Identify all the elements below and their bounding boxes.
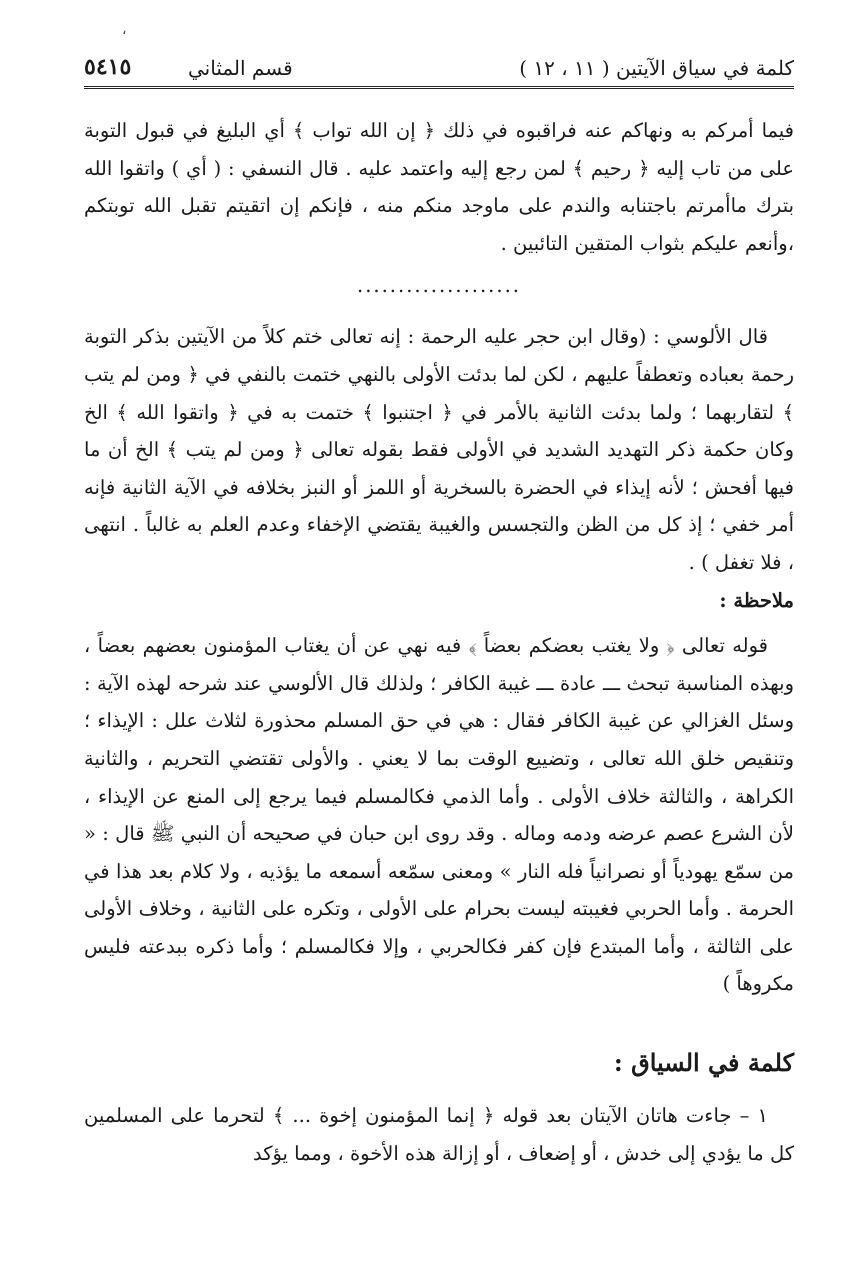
context-heading: كلمة في السياق :	[613, 1048, 794, 1078]
section-separator: ....................	[357, 274, 521, 298]
paragraph-note: قوله تعالى ﴿ ولا يغتب بعضكم بعضاً ﴾ فيه نهي عن أن يغتاب المؤمنون بعضهم بعضاً ، وبهذه المناسبة تبحث ـــ عادة ـــ غيبة الكافر ؛ ولذلك قال الألوسي عند شرحه لهذه الآية : وسئل الغزالي عن غيبة الكافر فقال : هي في حق المسلم محذورة لثلاث علل : الإيذاء ؛ وتنقيص خلق الله تعالى ، وتضييع الوقت بما لا يعني . والأولى تقتضي التحريم ، والثانية الكراهة ، والثالثة خلاف الأولى . وأما الذمي فكالمسلم فيما يرجع إلى المنع عن الإيذاء ، لأن الشرع عصم عرضه ودمه وماله . وقد روى ابن حبان في صحيحه أن النبي ﷺ قال : « من سمّع يهودياً أو نصرانياً فله النار » ومعنى سمّعه أسمعه ما يؤذيه ، ولا كلام بعد هذا في الحرمة . وأما الحربي فغيبته ليست بحرام على الأولى ، وتكره على الثانية ، وخلاف الأولى على الثالثة ، وأما المبتدع فإن كفر فكالحربي ، وإلا فكالمسلم ؛ وأما ذكره ببدعته فليس مكروهاً )	[84, 634, 794, 996]
page-header	[84, 52, 794, 89]
stray-mark: ،	[122, 22, 127, 38]
paragraph-context-1: ١ – جاءت هاتان الآيتان بعد قوله ﴿ إنما المؤمنون إخوة ... ﴾ لتحرما على المسلمين كل ما يؤدي إلى خدش ، أو إضعاف ، أو إزالة هذه الأخوة ، ومما يؤكد	[84, 1104, 794, 1165]
paragraph-tafsir: فيما أمركم به ونهاكم عنه فراقبوه في ذلك ﴿ إن الله تواب ﴾ أي البليغ في قبول التوبة على من تاب إليه ﴿ رحيم ﴾ لمن رجع إليه واعتمد عليه . قال النسفي : ( أي ) واتقوا الله بترك ماأمرتم باجتنابه والندم على ماوجد منكم منه ، فإنكم إن اتقيتم تقبل الله توبتكم ،وأنعم عليكم بثواب المتقين التائبين .	[84, 119, 794, 255]
note-heading: ملاحظة :	[719, 588, 794, 612]
running-title: كلمة في سياق الآيتين ( ١١ ، ١٢ )	[519, 56, 794, 80]
page-number: ٥٤١٥	[84, 54, 132, 80]
paragraph-alusi: قال الألوسي : (وقال ابن حجر عليه الرحمة : إنه تعالى ختم كلاً من الآيتين بذكر التوبة رحمة بعباده وتعطفاً عليهم ، لكن لما بدئت الأولى بالنهي ختمت بالنفي في ﴿ ومن لم يتب ﴾ لتقاربهما ؛ ولما بدئت الثانية بالأمر في ﴿ اجتنبوا ﴾ ختمت به في ﴿ واتقوا الله ﴾ الخ وكان حكمة ذكر التهديد الشديد في الأولى فقط بقوله تعالى ﴿ ومن لم يتب ﴾ الخ أن ما فيها أفحش ؛ لأنه إيذاء في الحضرة بالسخرية أو اللمز أو النبز بخلافه في الآية الثانية فإنه أمر خفي ؛ إذ كل من الظن والتجسس والغيبة يقتضي الإخفاء وعدم العلم به غالباً . انتهى ، فلا تغفل ) .	[84, 325, 794, 574]
page-body	[84, 112, 794, 1172]
section-name: قسم المثاني	[188, 56, 293, 80]
